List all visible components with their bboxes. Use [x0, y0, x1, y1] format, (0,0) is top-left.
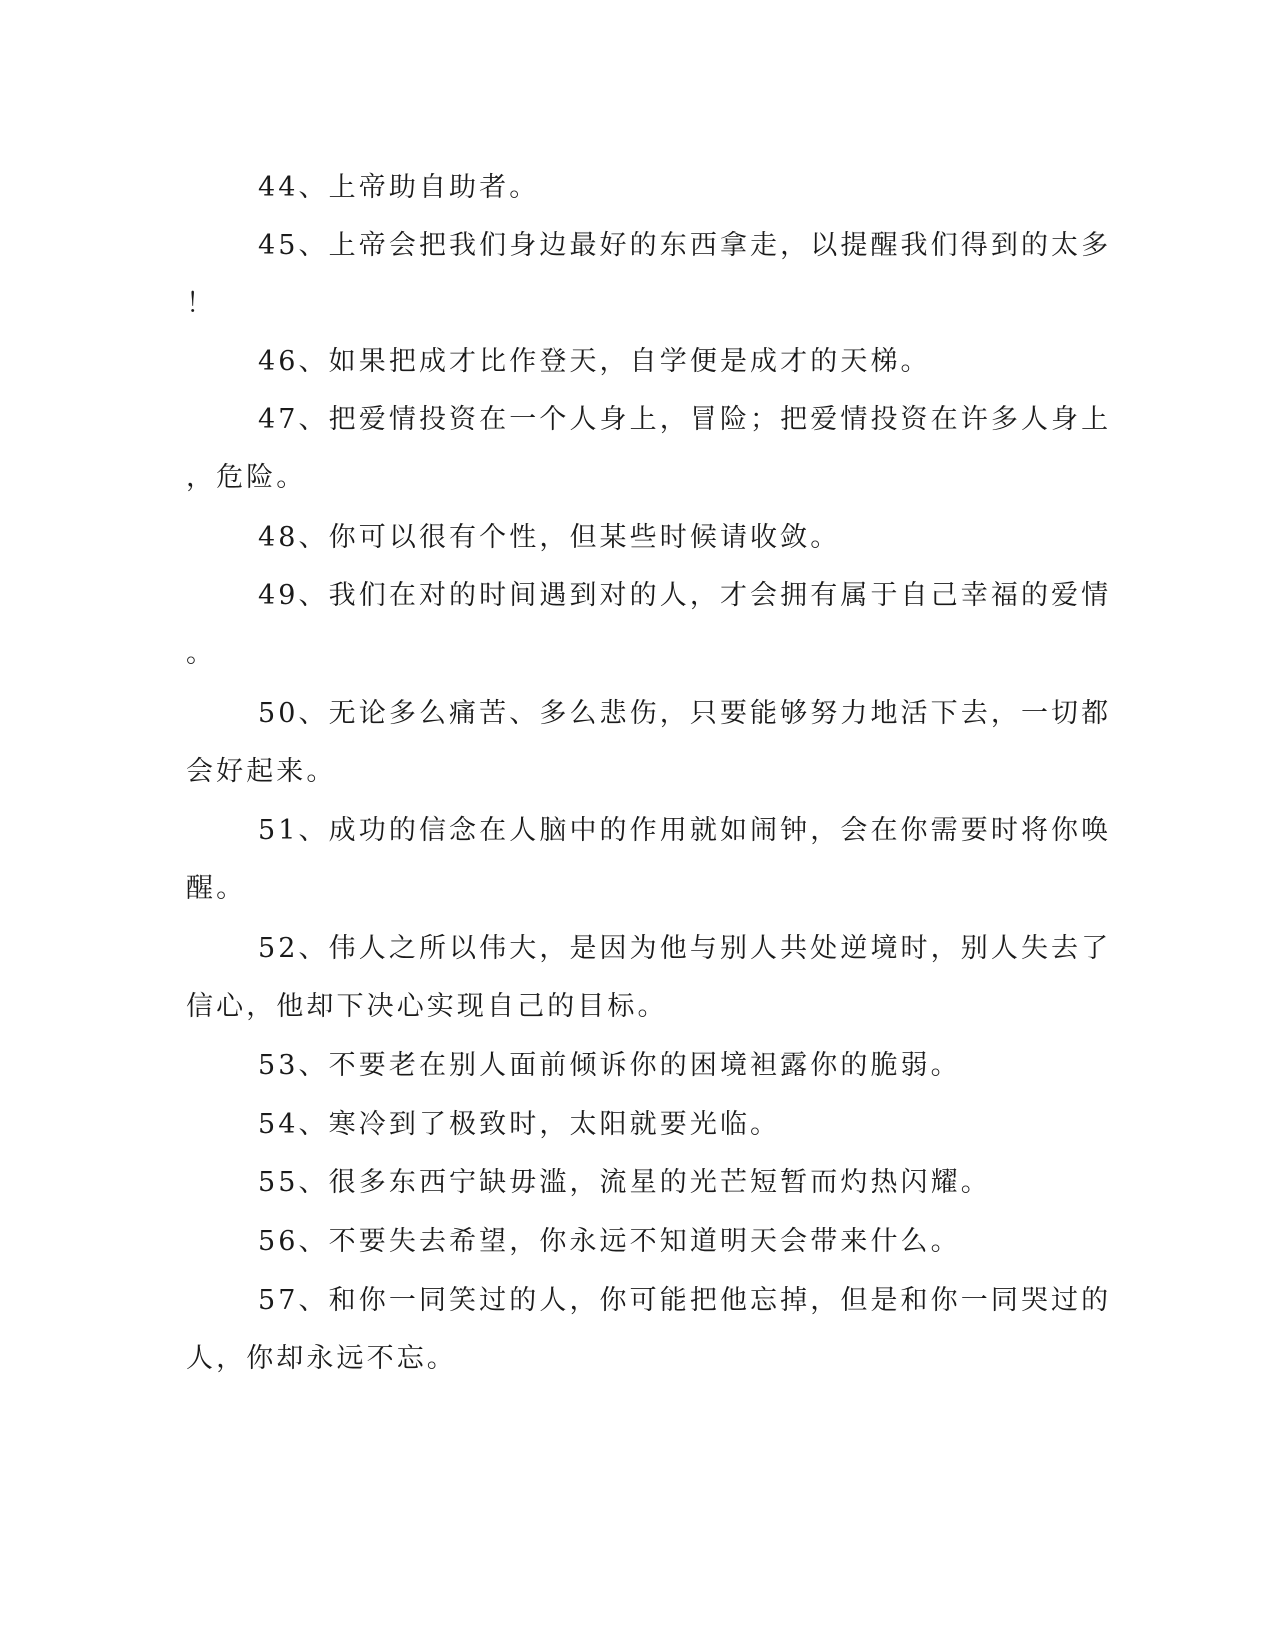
quote-50-continuation: 会好起来。 [186, 756, 337, 787]
quote-57-continuation: 人，你却永远不忘。 [186, 1343, 457, 1374]
quote-53: 53、不要老在别人面前倾诉你的困境袒露你的脆弱。 [258, 1050, 961, 1081]
quote-47-continuation: ，危险。 [186, 462, 307, 493]
quote-50: 50、无论多么痛苦、多么悲伤，只要能够努力地活下去，一切都 [258, 698, 1112, 729]
quote-45: 45、上帝会把我们身边最好的东西拿走，以提醒我们得到的太多 [258, 230, 1112, 261]
quote-49: 49、我们在对的时间遇到对的人，才会拥有属于自己幸福的爱情 [258, 580, 1112, 611]
quote-56: 56、不要失去希望，你永远不知道明天会带来什么。 [258, 1226, 961, 1257]
quote-55: 55、很多东西宁缺毋滥，流星的光芒短暂而灼热闪耀。 [258, 1167, 991, 1198]
quote-51: 51、成功的信念在人脑中的作用就如闹钟，会在你需要时将你唤 [258, 815, 1112, 846]
quote-51-continuation: 醒。 [186, 873, 247, 904]
quote-46: 46、如果把成才比作登天，自学便是成才的天梯。 [258, 346, 931, 377]
quote-52: 52、伟人之所以伟大，是因为他与别人共处逆境时，别人失去了 [258, 933, 1112, 964]
quote-54: 54、寒冷到了极致时，太阳就要光临。 [258, 1109, 781, 1140]
quote-48: 48、你可以很有个性，但某些时候请收敛。 [258, 522, 841, 553]
quote-45-continuation: ！ [186, 288, 217, 319]
quote-49-continuation: 。 [186, 638, 217, 669]
quote-47: 47、把爱情投资在一个人身上，冒险；把爱情投资在许多人身上 [258, 404, 1112, 435]
quote-57: 57、和你一同笑过的人，你可能把他忘掉，但是和你一同哭过的 [258, 1285, 1112, 1316]
quote-52-continuation: 信心，他却下决心实现自己的目标。 [186, 991, 668, 1022]
quote-44: 44、上帝助自助者。 [258, 172, 540, 203]
